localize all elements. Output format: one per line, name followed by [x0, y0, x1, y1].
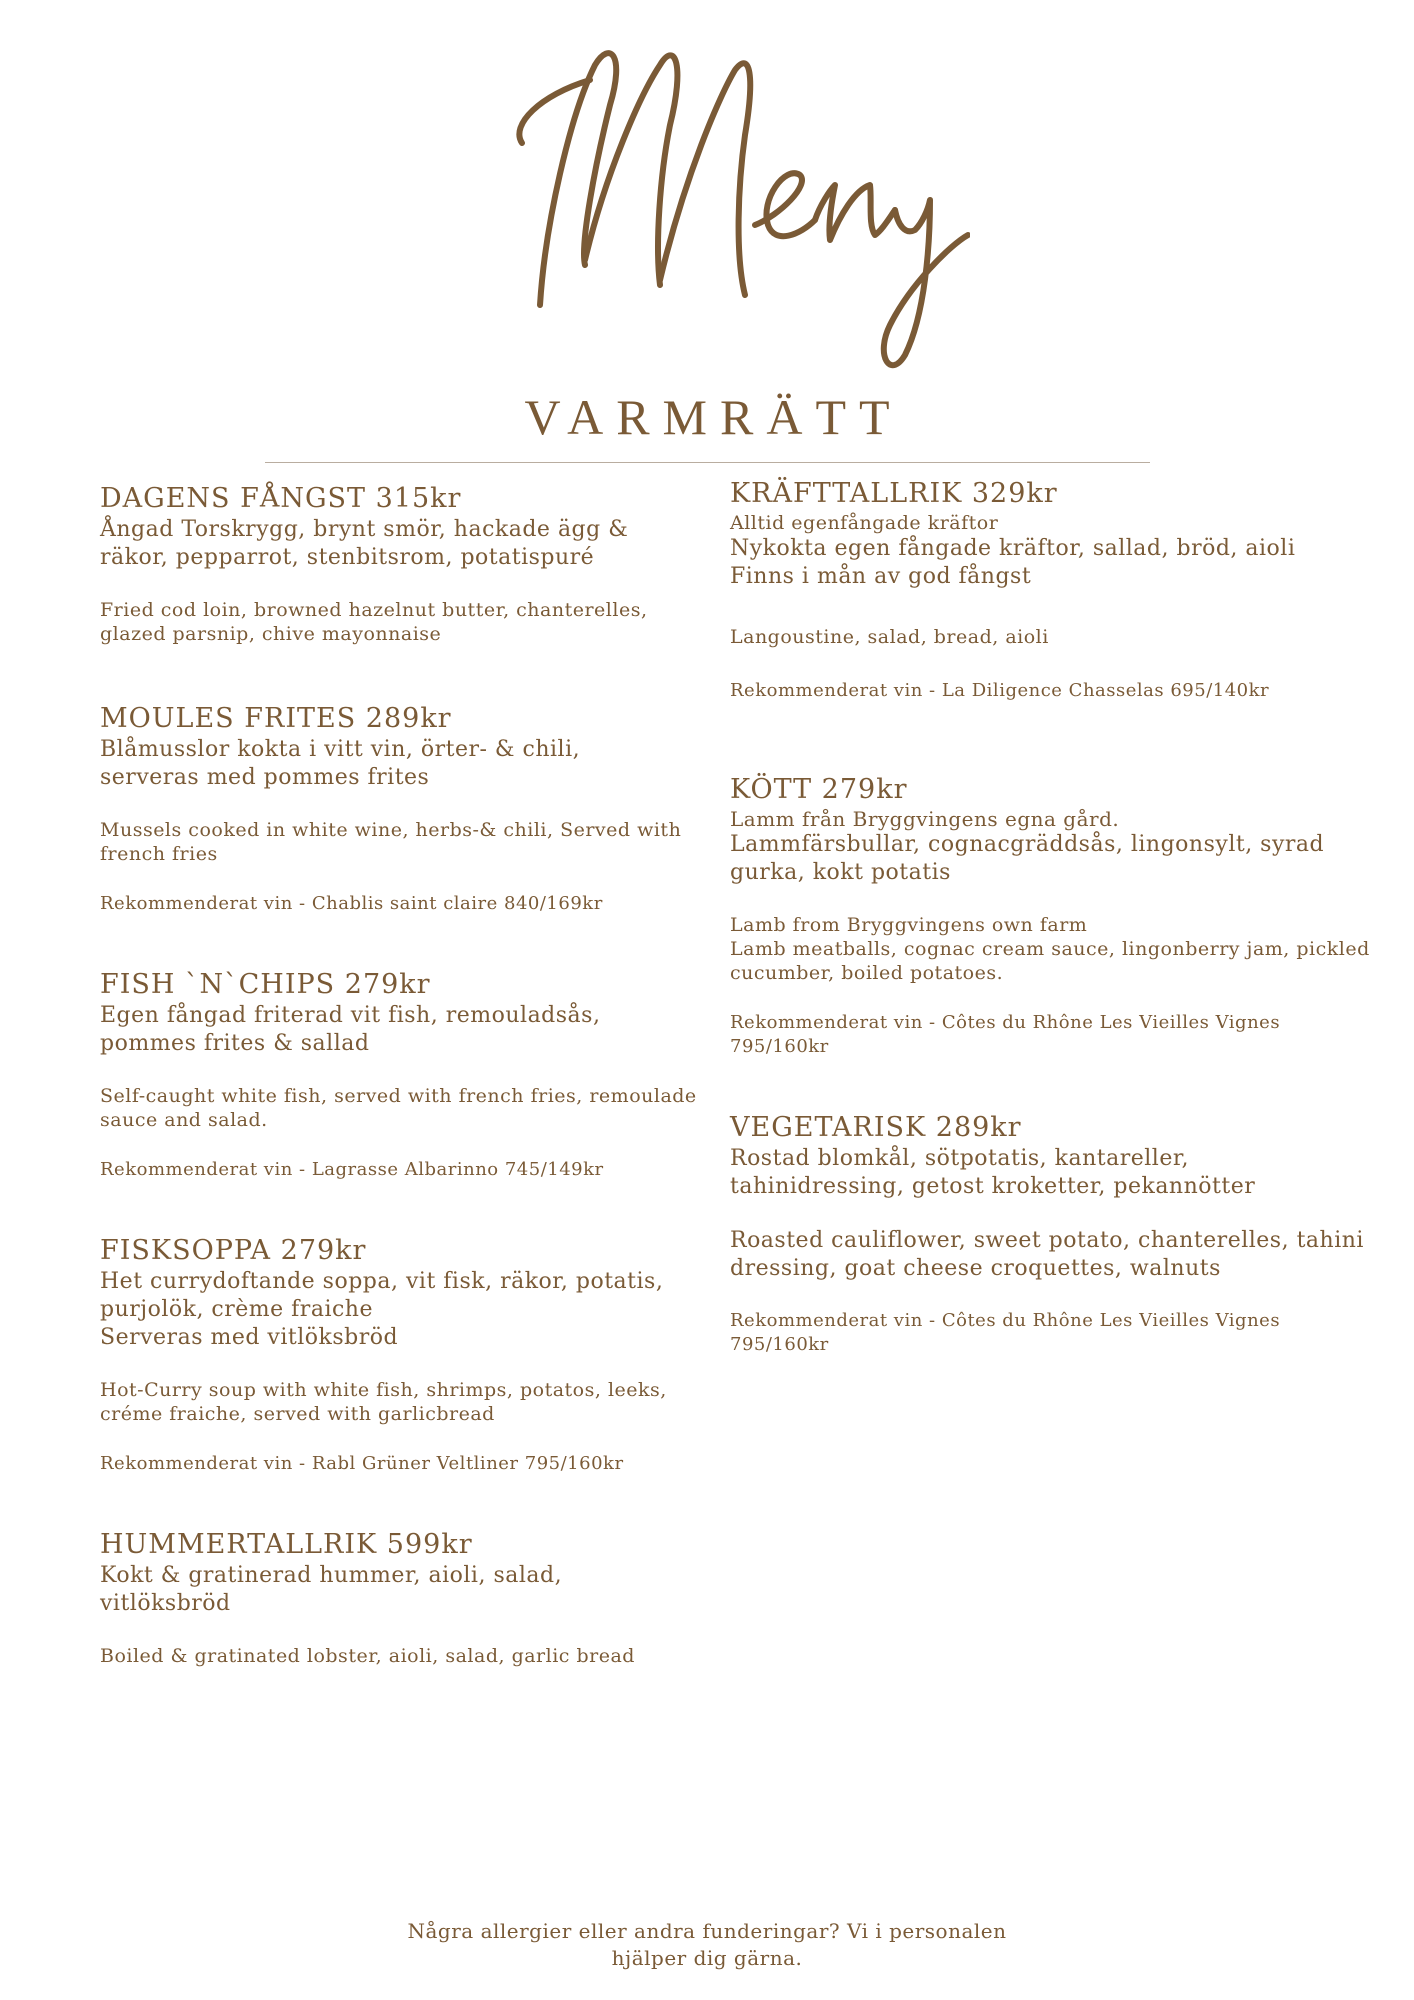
menu-item-vegetarisk — [730, 1111, 1370, 1357]
menu-item-description-line: Finns i mån av god fångst — [730, 564, 1032, 589]
menu-item-kott — [730, 773, 1370, 1059]
menu-item-hummertallrik — [100, 1528, 710, 1668]
english-line: sauce and salad. — [100, 1109, 268, 1131]
footer-line: Några allergier eller andra funderingar? Vi i personalen — [407, 1919, 1007, 1943]
menu-item-english-description — [100, 1644, 710, 1668]
menu-item-english-description — [100, 1378, 710, 1426]
menu-item-description-line: räkor, pepparrot, stenbitsrom, potatispuré — [100, 545, 595, 570]
menu-item-english-description — [100, 818, 710, 866]
wine-recommendation: Rekommenderat vin - Rabl Grüner Veltliner 795/160kr — [100, 1453, 624, 1474]
wine-recommendation: Rekommenderat vin - Côtes du Rhône Les Vieilles Vignes 795/160kr — [730, 1310, 1281, 1355]
menu-item-title: HUMMERTALLRIK 599kr — [100, 1529, 473, 1560]
menu-item-english-description — [730, 625, 1370, 649]
menu-item-english-description — [730, 913, 1370, 985]
english-line: Hot-Curry soup with white fish, shrimps, potatos, leeks, — [100, 1379, 667, 1401]
menu-item-krafttallrik — [730, 477, 1370, 703]
english-line: Fried cod loin, browned hazelnut butter, chanterelles, — [100, 599, 648, 621]
menu-item-description-line: Ångad Torskrygg, brynt smör, hackade ägg & — [100, 517, 629, 542]
section-divider — [265, 462, 1150, 463]
wine-recommendation: Rekommenderat vin - Chablis saint claire 840/169kr — [100, 893, 603, 914]
english-line: créme fraiche, served with garlicbread — [100, 1403, 495, 1425]
menu-item-english-description — [730, 1227, 1370, 1283]
menu-item-description-line: Rostad blomkål, sötpotatis, kantareller, — [730, 1146, 1189, 1171]
menu-item-description-line: vitlöksbröd — [100, 1591, 231, 1616]
english-line: Boiled & gratinated lobster, aioli, salad, garlic bread — [100, 1645, 635, 1667]
english-line: Lamb meatballs, cognac cream sauce, lingonberry jam, pickled — [730, 938, 1370, 960]
wine-recommendation: Rekommenderat vin - Côtes du Rhône Les Vieilles Vignes 795/160kr — [730, 1012, 1281, 1057]
english-line: Langoustine, salad, bread, aioli — [730, 626, 1049, 648]
wine-recommendation: Rekommenderat vin - La Diligence Chasselas 695/140kr — [730, 680, 1270, 701]
menu-item-description-line: Blåmusslor kokta i vitt vin, örter- & chili, — [100, 737, 581, 762]
menu-column-left — [100, 482, 710, 1668]
menu-item-description-line: Serveras med vitlöksbröd — [100, 1325, 399, 1350]
menu-item-fish-n-chips — [100, 968, 710, 1182]
menu-item-description-line: serveras med pommes frites — [100, 765, 430, 790]
menu-item-description-line: gurka, kokt potatis — [730, 860, 951, 885]
menu-item-description-line: Lammfärsbullar, cognacgräddsås, lingonsylt, syrad — [730, 832, 1325, 857]
english-line: french fries — [100, 843, 218, 865]
section-title: VARMRÄTT — [524, 389, 903, 445]
menu-item-fisksoppa — [100, 1234, 710, 1476]
english-line: glazed parsnip, chive mayonnaise — [100, 623, 442, 645]
menu-item-description-line: Egen fångad friterad vit fish, remouladsås, — [100, 1003, 601, 1028]
english-line: dressing, goat cheese croquettes, walnuts — [730, 1256, 1221, 1281]
menu-item-description-line: pommes frites & sallad — [100, 1031, 370, 1056]
menu-column-right — [730, 477, 1370, 1357]
menu-item-title: FISKSOPPA 279kr — [100, 1235, 367, 1266]
footer-note — [0, 1918, 1414, 1972]
menu-item-english-description — [100, 598, 710, 646]
wine-recommendation: Rekommenderat vin - Lagrasse Albarinno 745/149kr — [100, 1159, 604, 1180]
english-line: cucumber, boiled potatoes. — [730, 962, 1004, 984]
meny-script-logo — [510, 25, 970, 375]
menu-item-title: VEGETARISK 289kr — [730, 1112, 1022, 1143]
menu-item-description-line: Kokt & gratinerad hummer, aioli, salad, — [100, 1563, 563, 1588]
english-line: Roasted cauliflower, sweet potato, chanterelles, tahini — [730, 1228, 1364, 1253]
menu-item-description-line: purjolök, crème fraiche — [100, 1297, 373, 1322]
footer-line: hjälper dig gärna. — [611, 1946, 803, 1970]
menu-item-moules-frites — [100, 702, 710, 916]
menu-item-description-line: tahinidressing, getost kroketter, pekannötter — [730, 1174, 1256, 1199]
english-line: Self-caught white fish, served with french fries, remoulade — [100, 1085, 697, 1107]
menu-item-description-line: Het currydoftande soppa, vit fisk, räkor, potatis, — [100, 1269, 664, 1294]
menu-item-title: KÖTT 279kr — [730, 774, 908, 805]
english-line: Lamb from Bryggvingens own farm — [730, 914, 1088, 936]
menu-item-title: KRÄFTTALLRIK 329kr — [730, 478, 1058, 509]
english-line: Mussels cooked in white wine, herbs-& chili, Served with — [100, 819, 682, 841]
menu-item-english-description — [100, 1084, 710, 1132]
menu-item-title: FISH `N`CHIPS 279kr — [100, 969, 431, 1000]
menu-item-subtitle: Lamm från Bryggvingens egna gård. — [730, 807, 1120, 831]
menu-item-title: MOULES FRITES 289kr — [100, 703, 452, 734]
menu-item-title: DAGENS FÅNGST 315kr — [100, 483, 462, 514]
menu-item-description-line: Nykokta egen fångade kräftor, sallad, bröd, aioli — [730, 536, 1296, 561]
menu-item-subtitle: Alltid egenfångade kräftor — [730, 512, 999, 534]
menu-item-dagens-fangst — [100, 482, 710, 646]
